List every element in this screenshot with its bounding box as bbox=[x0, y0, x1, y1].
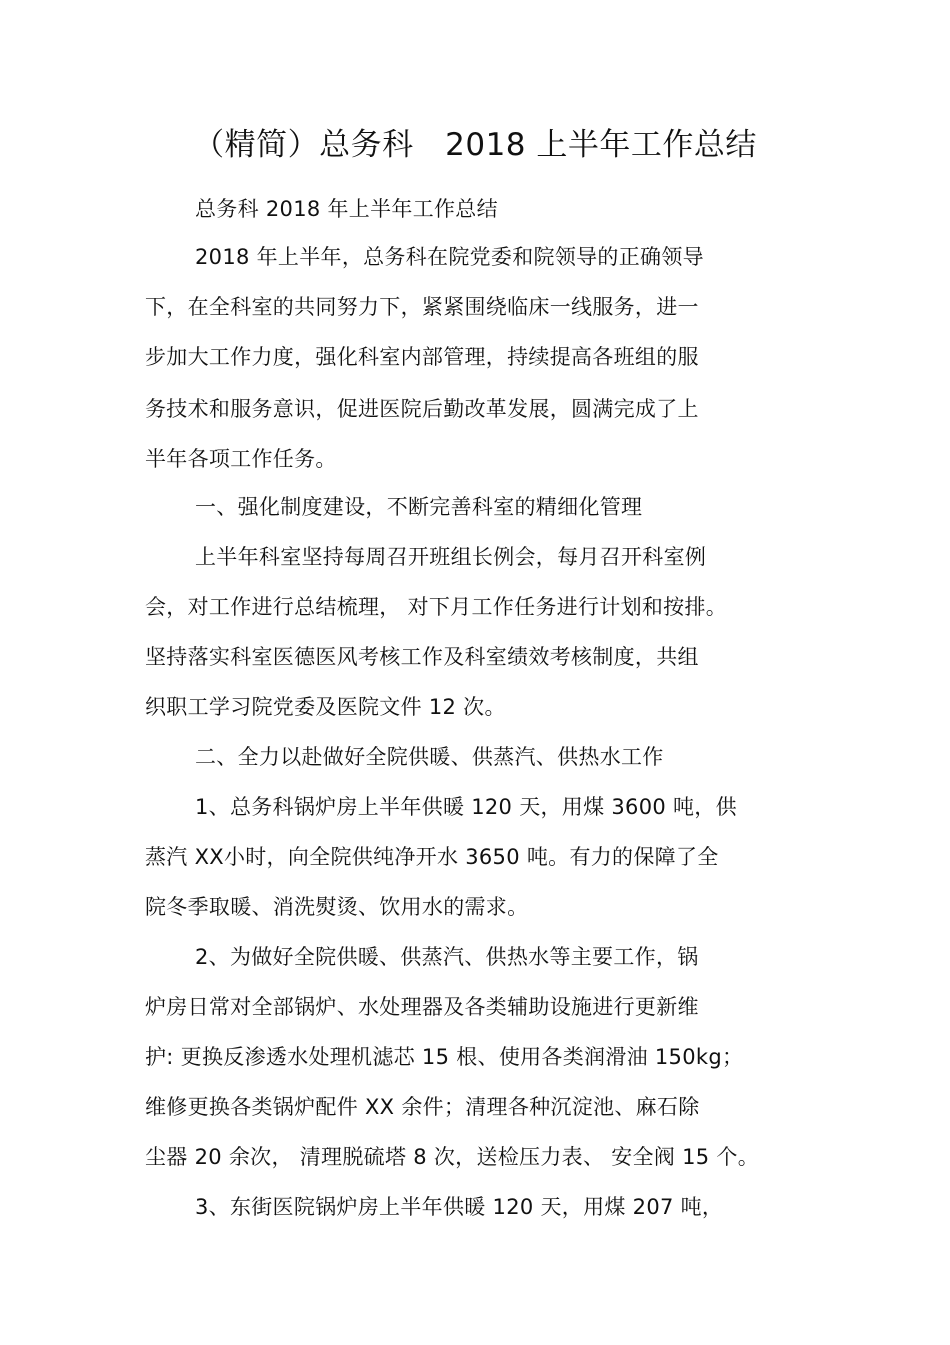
paragraph-line: 院冬季取暖、消洗熨烫、饮用水的需求。 bbox=[145, 895, 529, 919]
paragraph-line: 上半年科室坚持每周召开班组长例会，每月召开科室例 bbox=[195, 545, 707, 569]
paragraph-line: 1、总务科锅炉房上半年供暖 120 天，用煤 3600 吨，供 bbox=[195, 795, 737, 819]
paragraph-line: 炉房日常对全部锅炉、水处理器及各类辅助设施进行更新维 bbox=[145, 995, 699, 1019]
paragraph-line: 蒸汽 XX小时，向全院供纯净开水 3650 吨。有力的保障了全 bbox=[145, 845, 719, 869]
document-title: （精简）总务科 2018 上半年工作总结 bbox=[193, 127, 757, 163]
section-heading: 二、全力以赴做好全院供暖、供蒸汽、供热水工作 bbox=[195, 745, 664, 769]
paragraph-line: 护: 更换反渗透水处理机滤芯 15 根、使用各类润滑油 150kg； bbox=[145, 1045, 744, 1069]
paragraph-line: 2018 年上半年，总务科在院党委和院领导的正确领导 bbox=[195, 245, 704, 269]
paragraph-line: 下，在全科室的共同努力下，紧紧围绕临床一线服务，进一 bbox=[145, 295, 699, 319]
paragraph-line: 会，对工作进行总结梳理， 对下月工作任务进行计划和按排。 bbox=[145, 595, 728, 619]
paragraph-line: 维修更换各类锅炉配件 XX 余件；清理各种沉淀池、麻石除 bbox=[145, 1095, 700, 1119]
paragraph-line: 3、东街医院锅炉房上半年供暖 120 天，用煤 207 吨， bbox=[195, 1195, 724, 1219]
paragraph-line: 坚持落实科室医德医风考核工作及科室绩效考核制度，共组 bbox=[145, 645, 699, 669]
paragraph-line: 步加大工作力度，强化科室内部管理，持续提高各班组的服 bbox=[145, 345, 699, 369]
paragraph-line: 务技术和服务意识，促进医院后勤改革发展，圆满完成了上 bbox=[145, 397, 699, 421]
paragraph-line: 2、为做好全院供暖、供蒸汽、供热水等主要工作，锅 bbox=[195, 945, 699, 969]
paragraph-line: 织职工学习院党委及医院文件 12 次。 bbox=[145, 695, 506, 719]
paragraph-line: 半年各项工作任务。 bbox=[145, 447, 337, 471]
section-heading: 一、强化制度建设，不断完善科室的精细化管理 bbox=[195, 495, 643, 519]
subtitle-line: 总务科 2018 年上半年工作总结 bbox=[195, 197, 498, 221]
paragraph-line: 尘器 20 余次， 清理脱硫塔 8 次，送检压力表、 安全阀 15 个。 bbox=[145, 1145, 760, 1169]
